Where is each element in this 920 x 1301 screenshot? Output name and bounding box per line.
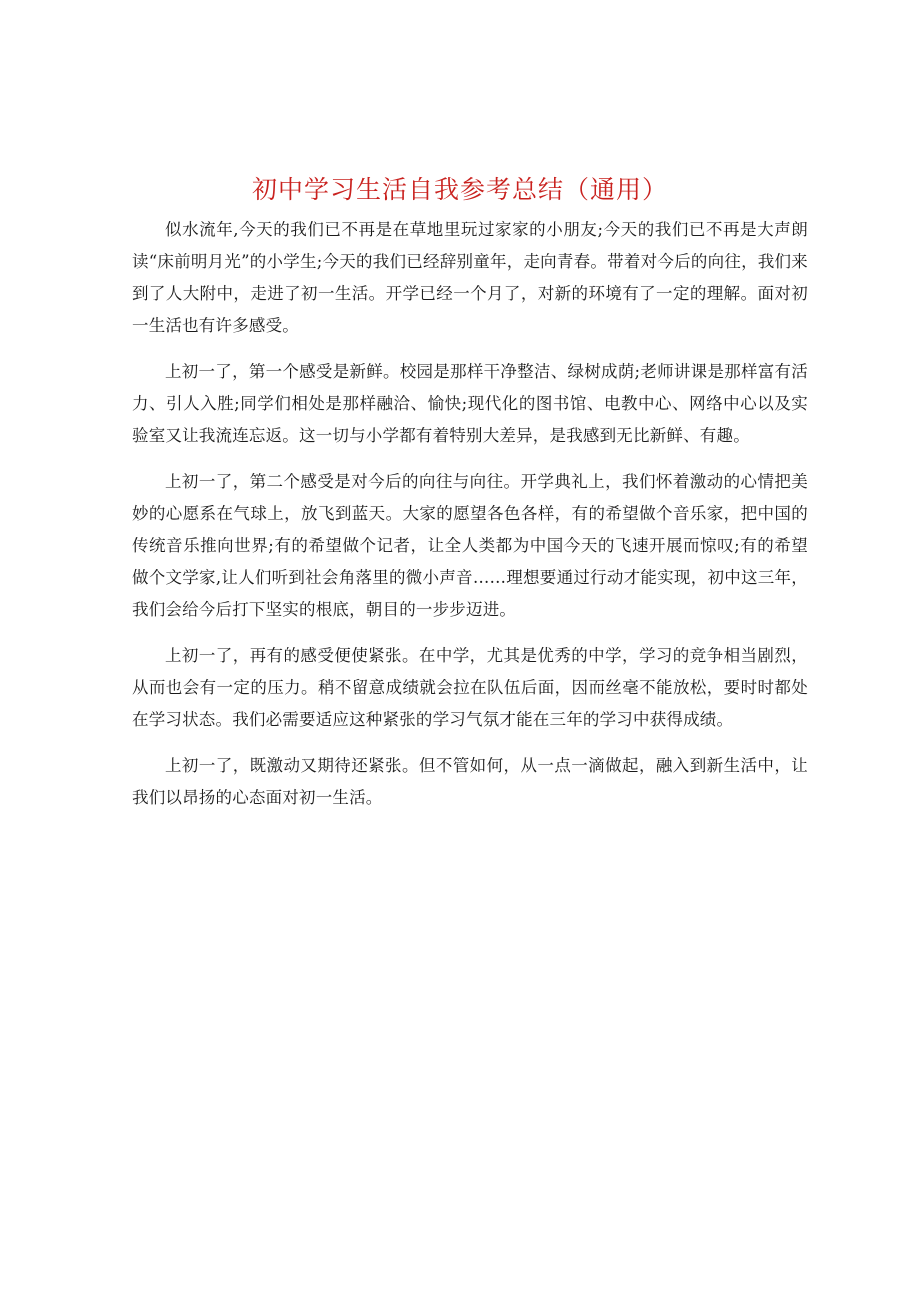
paragraph-first-feeling: 上初一了，第一个感受是新鲜。校园是那样干净整洁、绿树成荫;老师讲课是那样富有活力、引人入胜;同学们相处是那样融洽、愉快;现代化的图书馆、电教中心、网络中心以及实验室又让我流连忘返。这一切与小学都有着特别大差异，是我感到无比新鲜、有趣。	[132, 362, 808, 445]
document-body	[132, 214, 808, 828]
document-title: 初中学习生活自我参考总结（通用）	[251, 175, 668, 204]
paragraph-third-feeling: 上初一了，再有的感受便使紧张。在中学，尤其是优秀的中学，学习的竞争相当剧烈，从而也会有一定的压力。稍不留意成绩就会拉在队伍后面，因而丝毫不能放松，要时时都处在学习状态。我们必需要适应这种紧张的学习气氛才能在三年的学习中获得成绩。	[132, 646, 808, 729]
paragraph-conclusion: 上初一了，既激动又期待还紧张。但不管如何，从一点一滴做起，融入到新生活中，让我们以昂扬的心态面对初一生活。	[132, 756, 808, 807]
paragraph-second-feeling: 上初一了，第二个感受是对今后的向往与向往。开学典礼上，我们怀着激动的心情把美妙的心愿系在气球上，放飞到蓝天。大家的愿望各色各样，有的希望做个音乐家，把中国的传统音乐推向世界;有的希望做个记者，让全人类都为中国今天的飞速开展而惊叹;有的希望做个文学家,让人们听到社会角落里的微小声音……理想要通过行动才能实现，初中这三年，我们会给今后打下坚实的根底，朝目的一步步迈进。	[132, 472, 808, 619]
paragraph-intro: 似水流年,今天的我们已不再是在草地里玩过家家的小朋友;今天的我们已不再是大声朗读“床前明月光”的小学生;今天的我们已经辞别童年，走向青春。带着对今后的向往，我们来到了人大附中，走进了初一生活。开学已经一个月了，对新的环境有了一定的理解。面对初一生活也有许多感受。	[132, 220, 808, 335]
